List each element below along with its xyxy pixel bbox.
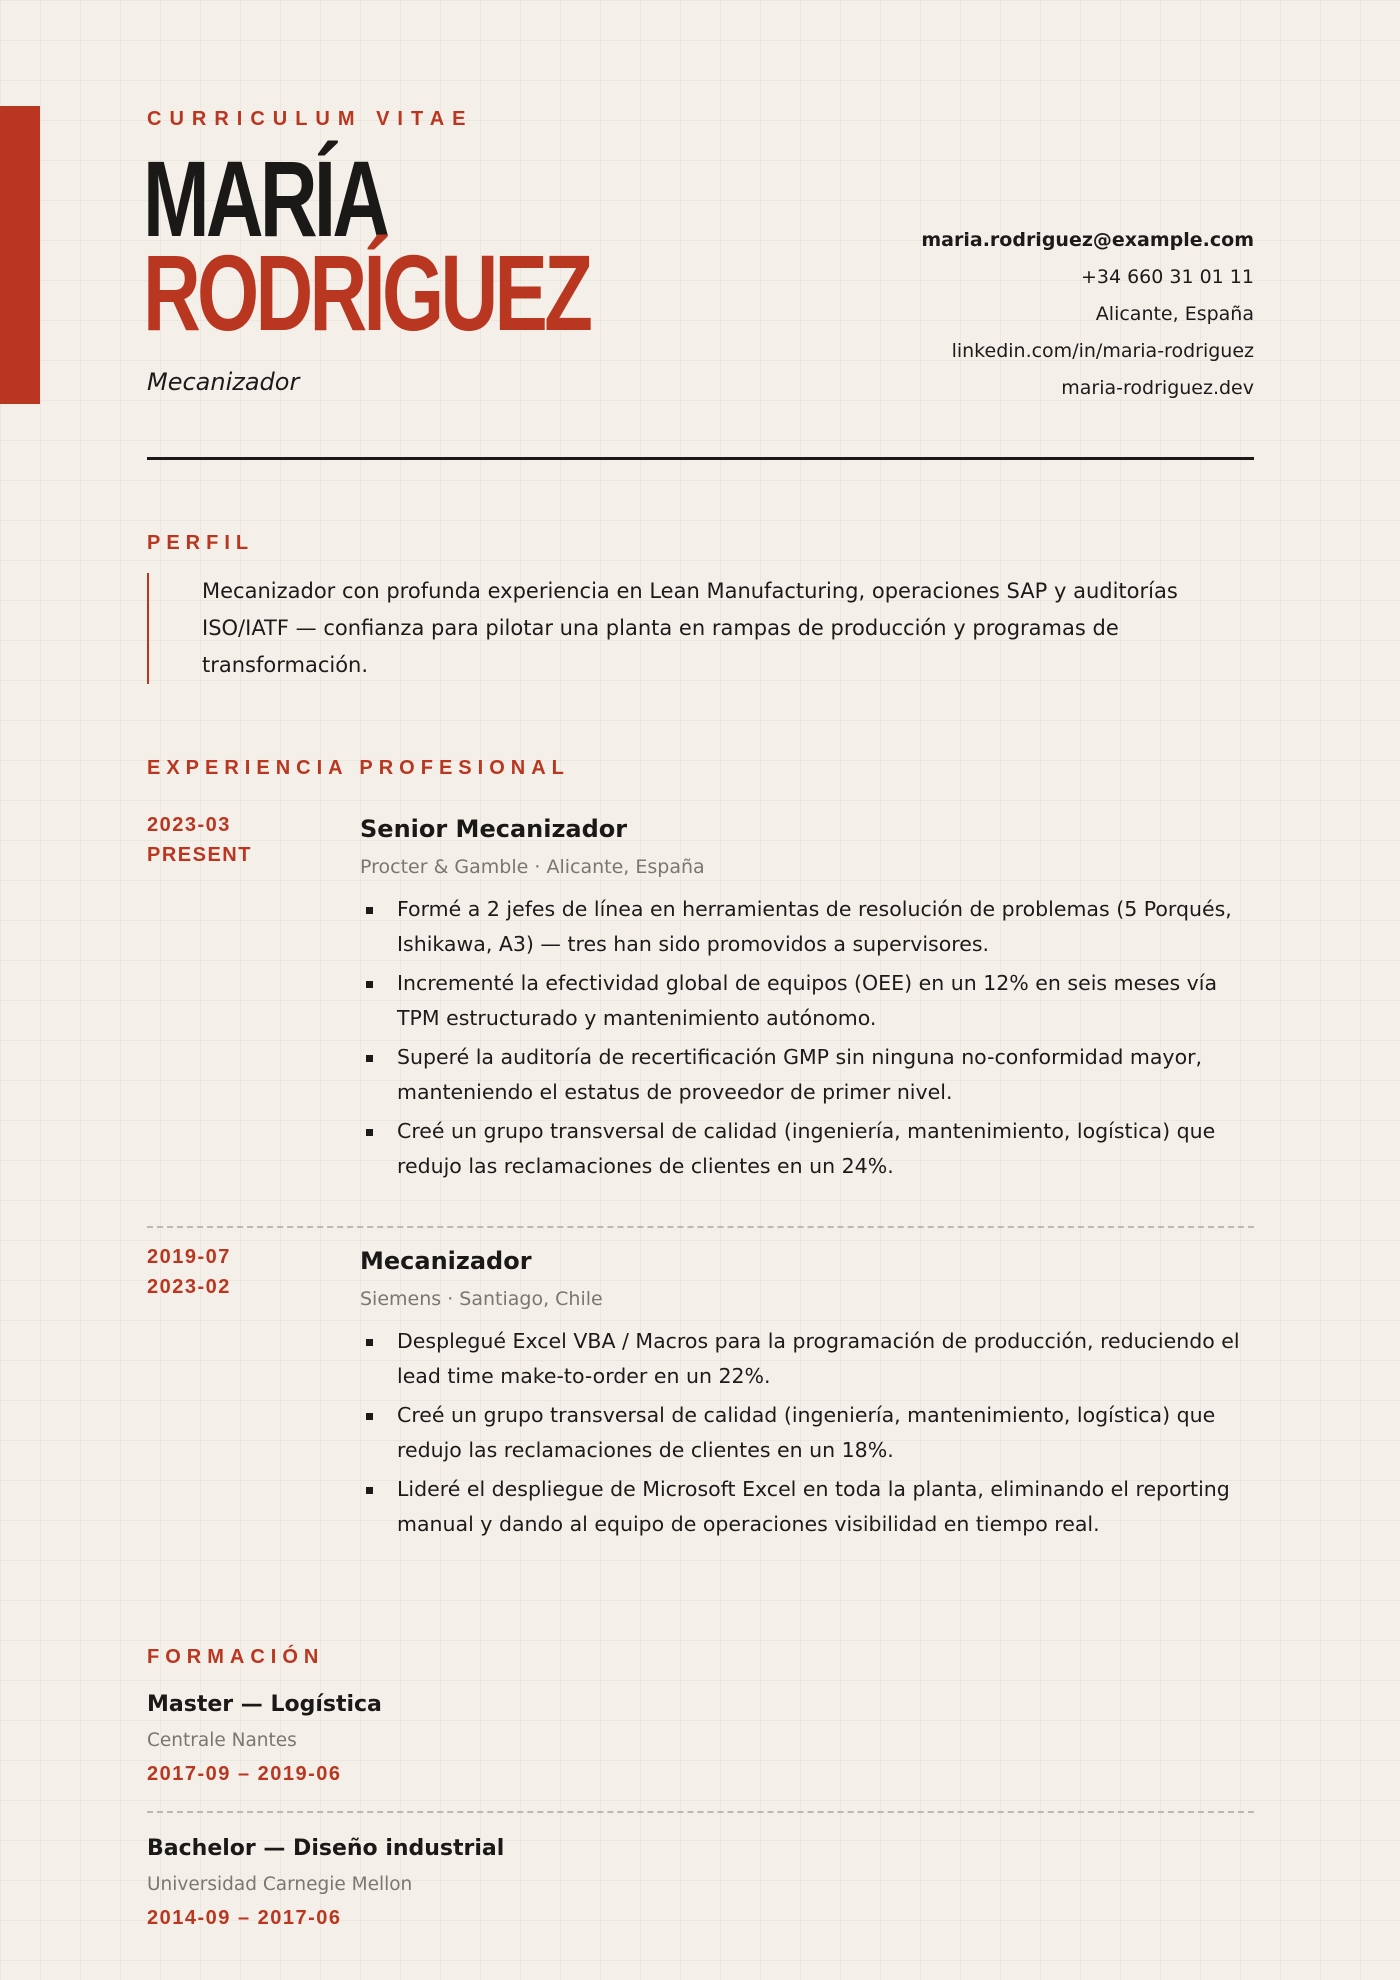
candidate-name: [143, 138, 590, 353]
bullet-text: Desplegué Excel VBA / Macros para la programación de producción, reduciendo el lead time make-to-order en un 22%.: [397, 1329, 1240, 1388]
education-school: Centrale Nantes: [147, 1730, 297, 1751]
bullet-square-icon: [366, 1129, 373, 1136]
bullet-text: Superé la auditoría de recertificación GMP sin ninguna no-conformidad mayor, manteniendo el estatus de proveedor de primer nivel.: [397, 1045, 1203, 1104]
education-degree: Bachelor — Diseño industrial: [147, 1836, 505, 1861]
section-title-profile: PERFIL: [147, 532, 255, 554]
job-bullets: [360, 1324, 1254, 1542]
education-dates: 2014-09 – 2017-06: [147, 1907, 342, 1929]
job-bullet: [360, 892, 1254, 962]
job-title: Mecanizador: [360, 1247, 532, 1275]
bullet-square-icon: [366, 981, 373, 988]
job-start-date: 2023-03: [147, 814, 231, 836]
last-name: RODRÍGUEZ: [143, 232, 590, 353]
accent-bar: [0, 106, 40, 404]
job-company: Siemens · Santiago, Chile: [360, 1288, 603, 1310]
contact-website[interactable]: maria-rodriguez.dev: [1061, 377, 1254, 399]
job-end-date: 2023-02: [147, 1276, 231, 1298]
bullet-square-icon: [366, 1339, 373, 1346]
job-details: [360, 810, 1254, 1188]
bullet-square-icon: [366, 907, 373, 914]
job-divider: [147, 1226, 1254, 1228]
contact-email[interactable]: maria.rodriguez@example.com: [921, 229, 1254, 251]
bullet-square-icon: [366, 1055, 373, 1062]
header-divider: [147, 457, 1254, 460]
bullet-text: Formé a 2 jefes de línea en herramientas de resolución de problemas (5 Porqués, Ishikawa, A3) — tres han sido promovidos a supervisores.: [397, 897, 1232, 956]
contact-linkedin[interactable]: linkedin.com/in/maria-rodriguez: [951, 340, 1254, 362]
bullet-text: Creé un grupo transversal de calidad (ingeniería, mantenimiento, logística) que redujo las reclamaciones de clientes en un 24%.: [397, 1119, 1216, 1178]
job-bullet: [360, 1114, 1254, 1184]
section-title-education: FORMACIÓN: [147, 1646, 325, 1668]
job-bullet: [360, 1472, 1254, 1542]
job-bullets: [360, 892, 1254, 1184]
job-bullet: [360, 1398, 1254, 1468]
bullet-text: Creé un grupo transversal de calidad (ingeniería, mantenimiento, logística) que redujo las reclamaciones de clientes en un 18%.: [397, 1403, 1216, 1462]
education-entry: [147, 1833, 1254, 1933]
education-divider: [147, 1811, 1254, 1813]
job-end-date: PRESENT: [147, 844, 252, 866]
first-name: MARÍA: [143, 138, 387, 259]
education-entry: [147, 1689, 1254, 1789]
education-school: Universidad Carnegie Mellon: [147, 1874, 413, 1895]
bullet-square-icon: [366, 1413, 373, 1420]
education-dates: 2017-09 – 2019-06: [147, 1763, 342, 1785]
job-title: Senior Mecanizador: [360, 815, 628, 843]
bullet-text: Incrementé la efectividad global de equipos (OEE) en un 12% en seis meses vía TPM estructurado y mantenimiento autónomo.: [397, 971, 1218, 1030]
job-start-date: 2019-07: [147, 1246, 231, 1268]
contact-location: Alicante, España: [1095, 303, 1254, 325]
job-company: Procter & Gamble · Alicante, España: [360, 856, 705, 878]
job-dates: [147, 1242, 231, 1302]
contact-block: [921, 222, 1254, 407]
job-role: Mecanizador: [147, 368, 300, 396]
education-degree: Master — Logística: [147, 1692, 382, 1717]
job-details: [360, 1242, 1254, 1546]
bullet-text: Lideré el despliegue de Microsoft Excel en toda la planta, eliminando el reporting manual y dando al equipo de operaciones visibilidad en tiempo real.: [397, 1477, 1230, 1536]
job-dates: [147, 810, 252, 870]
profile-summary: Mecanizador con profunda experiencia en Lean Manufacturing, operaciones SAP y auditorías ISO/IATF — confianza para pilotar una planta en rampas de producción y programas de transformación.: [147, 573, 1252, 684]
bullet-square-icon: [366, 1487, 373, 1494]
section-title-experience: EXPERIENCIA PROFESIONAL: [147, 757, 570, 779]
document-kicker: CURRICULUM VITAE: [147, 108, 474, 130]
job-bullet: [360, 1324, 1254, 1394]
job-bullet: [360, 966, 1254, 1036]
contact-phone: +34 660 31 01 11: [1080, 266, 1254, 288]
job-bullet: [360, 1040, 1254, 1110]
